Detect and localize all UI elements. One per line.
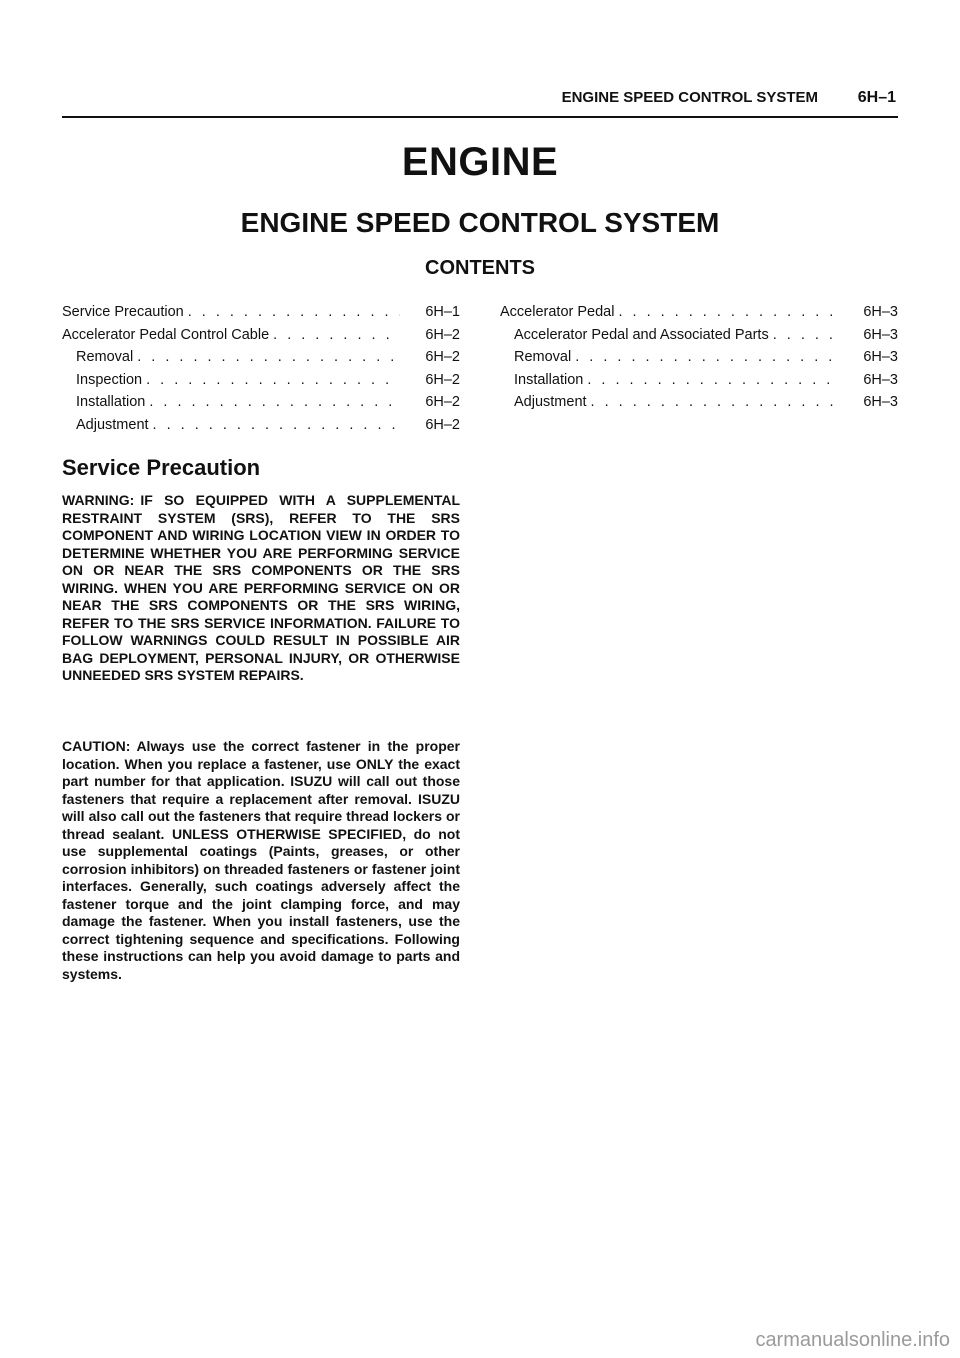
toc-entry-label: Installation [76,394,146,410]
contents-heading: CONTENTS [425,257,535,279]
toc-leader-dots [269,327,400,343]
toc-entry-label: Installation [514,371,584,388]
toc-entry[interactable] [62,372,460,395]
warning-label: WARNING: [62,492,135,508]
toc-entry-page: 6H–3 [863,326,898,343]
toc-entry[interactable] [500,349,898,372]
toc-entry[interactable] [500,304,898,327]
toc-entry-page: 6H–2 [425,326,460,343]
caution-text: Always use the correct fastener in the proper location. When you replace a fastener, use ONLY the exact part number for that application. ISUZU will call out those fasteners that require a replacement after removal. ISUZU will also call out the fasteners that require thread lockers or thread sealant. UNLESS OTHERWISE SPECIFIED, do not use supplemental coatings (Paints, greases, or other corrosion inhibitors) on threaded fasteners or fastener joint interfaces. Generally, such coatings adversely affect the fastener torque and the joint clamping force, and may damage the fastener. When you install fasteners, use the correct tightening sequence and specifications. Following these instructions can help you avoid damage to parts and systems. [62,738,460,982]
toc-entry[interactable] [500,394,898,417]
toc-entry-page: 6H–1 [425,304,460,320]
toc-entry-label: Removal [514,349,572,365]
toc-entry[interactable] [62,417,460,440]
toc-entry-label: Accelerator Pedal [500,304,615,320]
toc-leader-dots [145,394,400,410]
page-header [62,88,898,118]
page-title: ENGINE [401,140,559,184]
page-subtitle: ENGINE SPEED CONTROL SYSTEM [240,207,720,238]
header-section-title: ENGINE SPEED CONTROL SYSTEM [561,89,818,106]
toc-entry-page: 6H–3 [863,349,898,365]
toc-entry-page: 6H–3 [863,304,898,320]
toc-entry-page: 6H–2 [425,349,460,365]
toc-right-column [500,304,898,417]
toc-leader-dots [142,372,400,388]
toc-entry-label: Accelerator Pedal Control Cable [62,326,270,343]
toc-leader-dots [769,327,838,343]
toc-entry-label: Adjustment [514,394,587,410]
toc-leader-dots [587,394,838,410]
toc-entry-label: Removal [76,349,134,365]
toc-entry-page: 6H–2 [425,416,460,433]
toc-entry-page: 6H–3 [863,394,898,410]
toc-entry-label: Inspection [76,371,143,388]
service-precaution-heading: Service Precaution [62,455,261,480]
header-page-number: 6H–1 [857,89,896,106]
caution-paragraph [62,738,460,983]
toc-entry-page: 6H–3 [863,371,898,388]
toc-leader-dots [133,349,400,365]
caution-label: CAUTION: [62,738,131,754]
toc-entry[interactable] [62,304,460,327]
toc-leader-dots [149,417,400,433]
toc-left-column [62,304,460,439]
toc-entry[interactable] [62,349,460,372]
toc-entry-label: Adjustment [76,416,149,433]
toc-entry-page: 6H–2 [425,394,460,410]
warning-text: IF SO EQUIPPED WITH A SUPPLEMENTAL RESTRAINT SYSTEM (SRS), REFER TO THE SRS COMPONENT AND WIRING LOCATION VIEW IN ORDER TO DETERMINE WHETHER YOU ARE PERFORMING SERVICE ON OR NEAR THE SRS COMPONENTS OR THE SRS WIRING. WHEN YOU ARE PERFORMING SERVICE ON OR NEAR THE SRS COMPONENTS OR THE SRS WIRING, REFER TO THE SRS SERVICE INFORMATION. FAILURE TO FOLLOW WARNINGS COULD RESULT IN POSSIBLE AIR BAG DEPLOYMENT, PERSONAL INJURY, OR OTHERWISE UNNEEDED SRS SYSTEM REPAIRS. [62,492,460,683]
watermark-text: carmanualsonline.info [755,1329,950,1351]
toc-entry[interactable] [62,394,460,417]
toc-leader-dots [571,349,838,365]
toc-leader-dots [583,372,838,388]
toc-entry[interactable] [62,327,460,350]
toc-entry[interactable] [500,372,898,395]
toc-entry[interactable] [500,327,898,350]
toc-leader-dots [184,304,400,320]
warning-paragraph [62,492,460,685]
toc-entry-label: Service Precaution [62,304,184,320]
toc-entry-page: 6H–2 [425,371,460,388]
toc-entry-label: Accelerator Pedal and Associated Parts [514,326,769,343]
toc-leader-dots [614,304,838,320]
